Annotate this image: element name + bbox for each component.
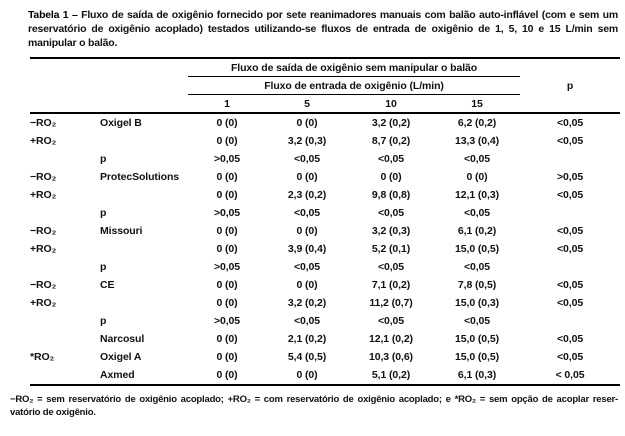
group-label-cell: −RO₂ — [30, 225, 57, 237]
value-cell: 6,1 (0,3) — [434, 366, 520, 385]
value-cell: 3,2 (0,3) — [287, 135, 327, 147]
value-cell: 0 (0) — [296, 225, 318, 237]
value-cell: 0 (0) — [216, 225, 238, 237]
group-label-cell: +RO₂ — [30, 135, 57, 147]
table-caption — [28, 8, 618, 50]
value-cell: 12,1 (0,2) — [369, 333, 413, 345]
value-cell: <0,05 — [463, 207, 491, 219]
value-cell: 3,9 (0,4) — [287, 243, 327, 255]
brand-cell — [100, 240, 188, 258]
group-label-cell: −RO₂ — [30, 279, 57, 291]
value-cell: 10,3 (0,6) — [369, 351, 413, 363]
brand-cell: Oxigel A — [100, 351, 142, 363]
value-cell: 0 (0) — [216, 351, 238, 363]
value-cell: 0 (0) — [216, 297, 238, 309]
value-cell: 5,4 (0,5) — [287, 351, 327, 363]
value-cell: 11,2 (0,7) — [369, 297, 413, 309]
footnote-line-2: vatório de oxigênio. — [10, 407, 96, 418]
header-row-output — [30, 58, 620, 77]
group-label-cell — [30, 366, 100, 385]
value-cell: <0,05 — [293, 153, 321, 165]
value-cell: 0 (0) — [216, 171, 238, 183]
caption-label: Tabela 1 – — [28, 9, 78, 21]
table-row — [30, 113, 620, 132]
value-cell: 2,1 (0,2) — [287, 333, 327, 345]
p-value-cell: <0,05 — [556, 135, 584, 147]
brand-cell — [100, 132, 188, 150]
value-cell: 0 (0) — [266, 366, 348, 385]
header-blank-3 — [30, 95, 188, 114]
value-cell: >0,05 — [213, 153, 241, 165]
value-cell: <0,05 — [463, 261, 491, 273]
value-cell: 12,1 (0,3) — [455, 189, 499, 201]
header-blank-2 — [30, 77, 188, 95]
value-cell: 0 (0) — [216, 135, 238, 147]
group-label-cell: *RO₂ — [30, 351, 55, 363]
header-flow-10: 10 — [348, 95, 434, 114]
caption-text: Fluxo de saída de oxigênio fornecido por sete reanimadores manuais com balão auto-inflável (com e sem um reservatório de oxigênio acoplado) testados utilizando-se fluxos de entrada de oxigênio de 1, 5, 10 e 15 L/min sem manipular o balão. — [28, 9, 618, 49]
table-row — [30, 366, 620, 385]
table-row — [30, 240, 620, 258]
value-cell: 15,0 (0,5) — [455, 333, 499, 345]
value-cell: 0 (0) — [216, 189, 238, 201]
brand-cell: p — [100, 207, 107, 219]
header-output-flux: Fluxo de saída de oxigênio sem manipular o balão — [188, 58, 520, 77]
value-cell: 0 (0) — [296, 279, 318, 291]
value-cell: >0,05 — [213, 261, 241, 273]
header-blank-1 — [30, 58, 188, 77]
value-cell: 0 (0) — [466, 171, 488, 183]
brand-cell: Oxigel B — [100, 117, 142, 129]
group-label-cell: −RO₂ — [30, 117, 57, 129]
value-cell: 7,1 (0,2) — [371, 279, 411, 291]
group-label-cell — [30, 330, 100, 348]
p-value-cell: <0,05 — [556, 225, 584, 237]
group-label-cell — [30, 312, 100, 330]
brand-cell — [100, 186, 188, 204]
value-cell: 5,2 (0,1) — [371, 243, 411, 255]
brand-cell: Missouri — [100, 225, 143, 237]
group-label-cell: +RO₂ — [30, 243, 57, 255]
value-cell: <0,05 — [463, 153, 491, 165]
table-row — [30, 150, 620, 168]
brand-cell: p — [100, 153, 107, 165]
p-value-cell: <0,05 — [556, 243, 584, 255]
table-row — [30, 330, 620, 348]
value-cell: 0 (0) — [296, 117, 318, 129]
brand-cell: ProtecSolutions — [100, 171, 180, 183]
table-header — [30, 58, 620, 113]
p-value-cell: <0,05 — [556, 117, 584, 129]
table-row — [30, 258, 620, 276]
value-cell: 3,2 (0,2) — [371, 117, 411, 129]
footnote — [10, 393, 618, 419]
value-cell: <0,05 — [463, 315, 491, 327]
value-cell: 15,0 (0,5) — [455, 351, 499, 363]
value-cell: <0,05 — [293, 207, 321, 219]
value-cell: >0,05 — [213, 207, 241, 219]
p-value-cell: <0,05 — [556, 189, 584, 201]
value-cell: 3,2 (0,2) — [287, 297, 327, 309]
value-cell: 0 (0) — [216, 243, 238, 255]
footnote-line-1: −RO₂ = sem reservatório de oxigênio acoplado; +RO₂ = com reservatório de oxigênio acoplado; e *RO₂ = sem opção de acoplar reser- — [10, 394, 618, 405]
value-cell: <0,05 — [377, 153, 405, 165]
value-cell: 15,0 (0,5) — [455, 243, 499, 255]
value-cell: 7,8 (0,5) — [457, 279, 497, 291]
group-label-cell — [30, 258, 100, 276]
value-cell: 9,8 (0,8) — [371, 189, 411, 201]
value-cell: 15,0 (0,3) — [455, 297, 499, 309]
brand-cell: p — [100, 261, 107, 273]
brand-cell — [100, 294, 188, 312]
value-cell: <0,05 — [377, 315, 405, 327]
brand-cell: Axmed — [100, 366, 188, 385]
table-row — [30, 312, 620, 330]
header-flow-15: 15 — [434, 95, 520, 114]
table-row — [30, 348, 620, 366]
brand-cell: CE — [100, 279, 115, 291]
p-value-cell: <0,05 — [556, 351, 584, 363]
value-cell: 0 (0) — [380, 171, 402, 183]
table-body — [30, 113, 620, 385]
oxygen-output-table — [30, 57, 620, 386]
value-cell: 13,3 (0,4) — [455, 135, 499, 147]
value-cell: 3,2 (0,3) — [371, 225, 411, 237]
p-value-cell — [520, 150, 620, 168]
brand-cell: Narcosul — [100, 333, 145, 345]
value-cell: 0 (0) — [188, 366, 266, 385]
value-cell: 0 (0) — [216, 279, 238, 291]
p-value-cell: <0,05 — [556, 279, 584, 291]
table-row — [30, 204, 620, 222]
header-flow-1: 1 — [188, 95, 266, 114]
p-value-cell — [520, 312, 620, 330]
p-value-cell: >0,05 — [556, 171, 584, 183]
table-row — [30, 132, 620, 150]
value-cell: <0,05 — [293, 315, 321, 327]
group-label-cell: +RO₂ — [30, 189, 57, 201]
value-cell: 8,7 (0,2) — [371, 135, 411, 147]
brand-cell: p — [100, 315, 107, 327]
value-cell: 2,3 (0,2) — [287, 189, 327, 201]
value-cell: <0,05 — [293, 261, 321, 273]
group-label-cell — [30, 204, 100, 222]
value-cell: 0 (0) — [216, 333, 238, 345]
p-value-cell — [520, 204, 620, 222]
group-label-cell: −RO₂ — [30, 171, 57, 183]
value-cell: 5,1 (0,2) — [348, 366, 434, 385]
table-row — [30, 168, 620, 186]
value-cell: 0 (0) — [216, 117, 238, 129]
value-cell: 6,1 (0,2) — [457, 225, 497, 237]
p-value-cell: <0,05 — [556, 333, 584, 345]
p-value-cell — [520, 258, 620, 276]
value-cell: 6,2 (0,2) — [457, 117, 497, 129]
value-cell: >0,05 — [213, 315, 241, 327]
value-cell: <0,05 — [377, 207, 405, 219]
group-label-cell — [30, 150, 100, 168]
header-flow-5: 5 — [266, 95, 348, 114]
header-input-flux: Fluxo de entrada de oxigênio (L/min) — [188, 77, 520, 95]
p-value-cell: <0,05 — [556, 297, 584, 309]
table-row — [30, 276, 620, 294]
value-cell: <0,05 — [377, 261, 405, 273]
header-p-column: p — [520, 58, 620, 113]
group-label-cell: +RO₂ — [30, 297, 57, 309]
value-cell: 0 (0) — [296, 171, 318, 183]
table-row — [30, 294, 620, 312]
table-row — [30, 222, 620, 240]
p-value-cell: < 0,05 — [520, 366, 620, 385]
table-row — [30, 186, 620, 204]
